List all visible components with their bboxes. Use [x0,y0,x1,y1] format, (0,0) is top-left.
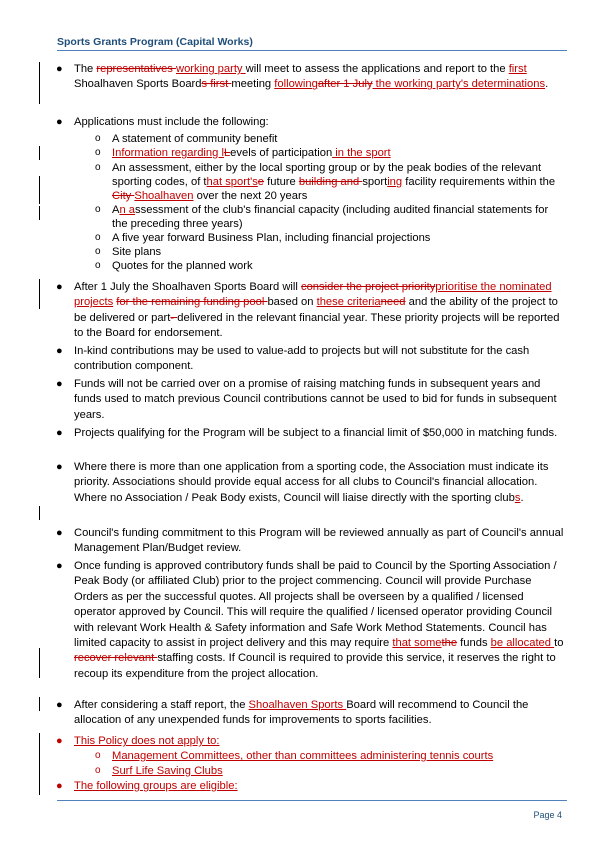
bullet-paragraph-priority: ● After 1 July the Shoalhaven Sports Board will consider the project priorityprioritise the nominated projects for the remaining funding pool based on these criterianeed and the ability of the project to be delivered or part- delivered in the relevant financial year. These priority projects will be reported to the Board for endorsement. [56,281,560,340]
change-bar [39,62,40,104]
sub-item-participation: o Information regarding lLevels of participation in the sport [95,147,391,159]
bullet-paragraph-contributory-funds: ● Once funding is approved contributory funds shall be paid to Council by the Sporting Association / Peak Body (or affiliated Club) prior to the project commencing. Council will provide Purchase Orders as per the successful quotes. All projects shall be overseen by a qualified / licensed operator approved by Council. This will require the qualified / licensed operator providing Council with relevant Work Health & Safety information and Safe Work Method Statements. Council has limited capacity to assist in project delivery and this may require that somethe funds be allocated to recover relevant staffing costs. If Council is required to provide this service, it reserves the right to recoup its expenditure from the project allocation. [56,560,564,680]
page-number: Page 4 [533,810,562,820]
circle-bullet-icon: o [95,133,101,144]
header-title: Sports Grants Program (Capital Works) [57,36,253,48]
sub-item-site-plans: o Site plans [95,246,162,258]
circle-bullet-icon: o [95,260,101,271]
sub-item-quotes: o Quotes for the planned work [95,260,253,272]
bullet-icon: ● [56,116,63,128]
bullet-paragraph-funding-commitment: ● Council's funding commitment to this Program will be reviewed annually as part of Council's annual Management Plan/Budget review. [56,527,564,555]
bullet-icon: ● [56,461,63,473]
header-rule [57,50,567,51]
bullet-paragraph-financial-limit: ● Projects qualifying for the Program will be subject to a financial limit of $50,000 in matching funds. [74,426,564,441]
bullet-paragraph-applications: ● Applications must include the following: [74,115,564,130]
circle-bullet-icon: o [95,204,101,215]
sub-item-business-plan: o A five year forward Business Plan, including financial projections [95,232,431,244]
circle-bullet-icon: o [95,246,101,257]
bullet-icon: ● [56,527,63,539]
change-bar [39,733,40,795]
change-bar [39,648,40,678]
bullet-icon: ● [56,281,63,293]
sub-item-surf-life-saving: o Surf Life Saving Clubs [95,765,223,777]
bullet-icon: ● [56,699,63,711]
change-bar [39,176,40,204]
bullet-icon: ● [56,378,63,390]
bullet-icon: ● [56,780,63,792]
bullet-paragraph-association: ● Where there is more than one application from a sporting code, the Association must indicate its priority. Associations should provide equal access for all clubs to Council's financial allocation. Where no Association / Peak Body exists, Council will liaise directly with the sporting clubs. [56,461,549,504]
change-bar [39,146,40,160]
bullet-paragraph-working-party: ● The representatives working party will meet to assess the applications and report to the first Shoalhaven Sports Boards first meeting followingafter 1 July the working party's determinations. [56,63,549,91]
bullet-icon: ● [56,427,63,439]
circle-bullet-icon: o [95,750,101,761]
change-bar [39,206,40,220]
sub-item-management-committees: o Management Committees, other than committees administering tennis courts [95,750,494,762]
bullet-paragraph-in-kind: ● In-kind contributions may be used to value-add to projects but will not substitute for the cash contribution component. [56,345,530,373]
sub-item-community-benefit: o A statement of community benefit [95,133,278,145]
footer-rule [57,800,567,801]
change-bar [39,279,40,309]
bullet-icon: ● [56,560,63,572]
change-bar [39,697,40,711]
change-bar [39,506,40,520]
bullet-paragraph-policy-exclusions: ● This Policy does not apply to: [74,734,564,749]
bullet-icon: ● [56,345,63,357]
bullet-icon: ● [56,63,63,75]
bullet-paragraph-unexpended-funds: ● After considering a staff report, the Shoalhaven Sports Board will recommend to Council the allocation of any unexpended funds for improvements to sports facilities. [56,699,529,727]
bullet-paragraph-funds-carryover: ● Funds will not be carried over on a promise of raising matching funds in subsequent years and funds used to match previous Council contributions cannot be used to bid for funds in subsequent years. [56,378,557,421]
circle-bullet-icon: o [95,765,101,776]
sub-item-financial-capacity: o An assessment of the club's financial capacity (including audited financial statements for the preceding three years) [95,204,549,231]
circle-bullet-icon: o [95,232,101,243]
circle-bullet-icon: o [95,162,101,173]
circle-bullet-icon: o [95,147,101,158]
bullet-paragraph-eligible-groups: ● The following groups are eligible: [74,779,564,794]
sub-item-assessment: o An assessment, either by the local sporting group or by the peak bodies of the relevant sporting codes, of that sport'se future building and sporting facility requirements within the City Shoalhaven over the next 20 years [95,162,556,203]
bullet-icon: ● [56,735,63,747]
